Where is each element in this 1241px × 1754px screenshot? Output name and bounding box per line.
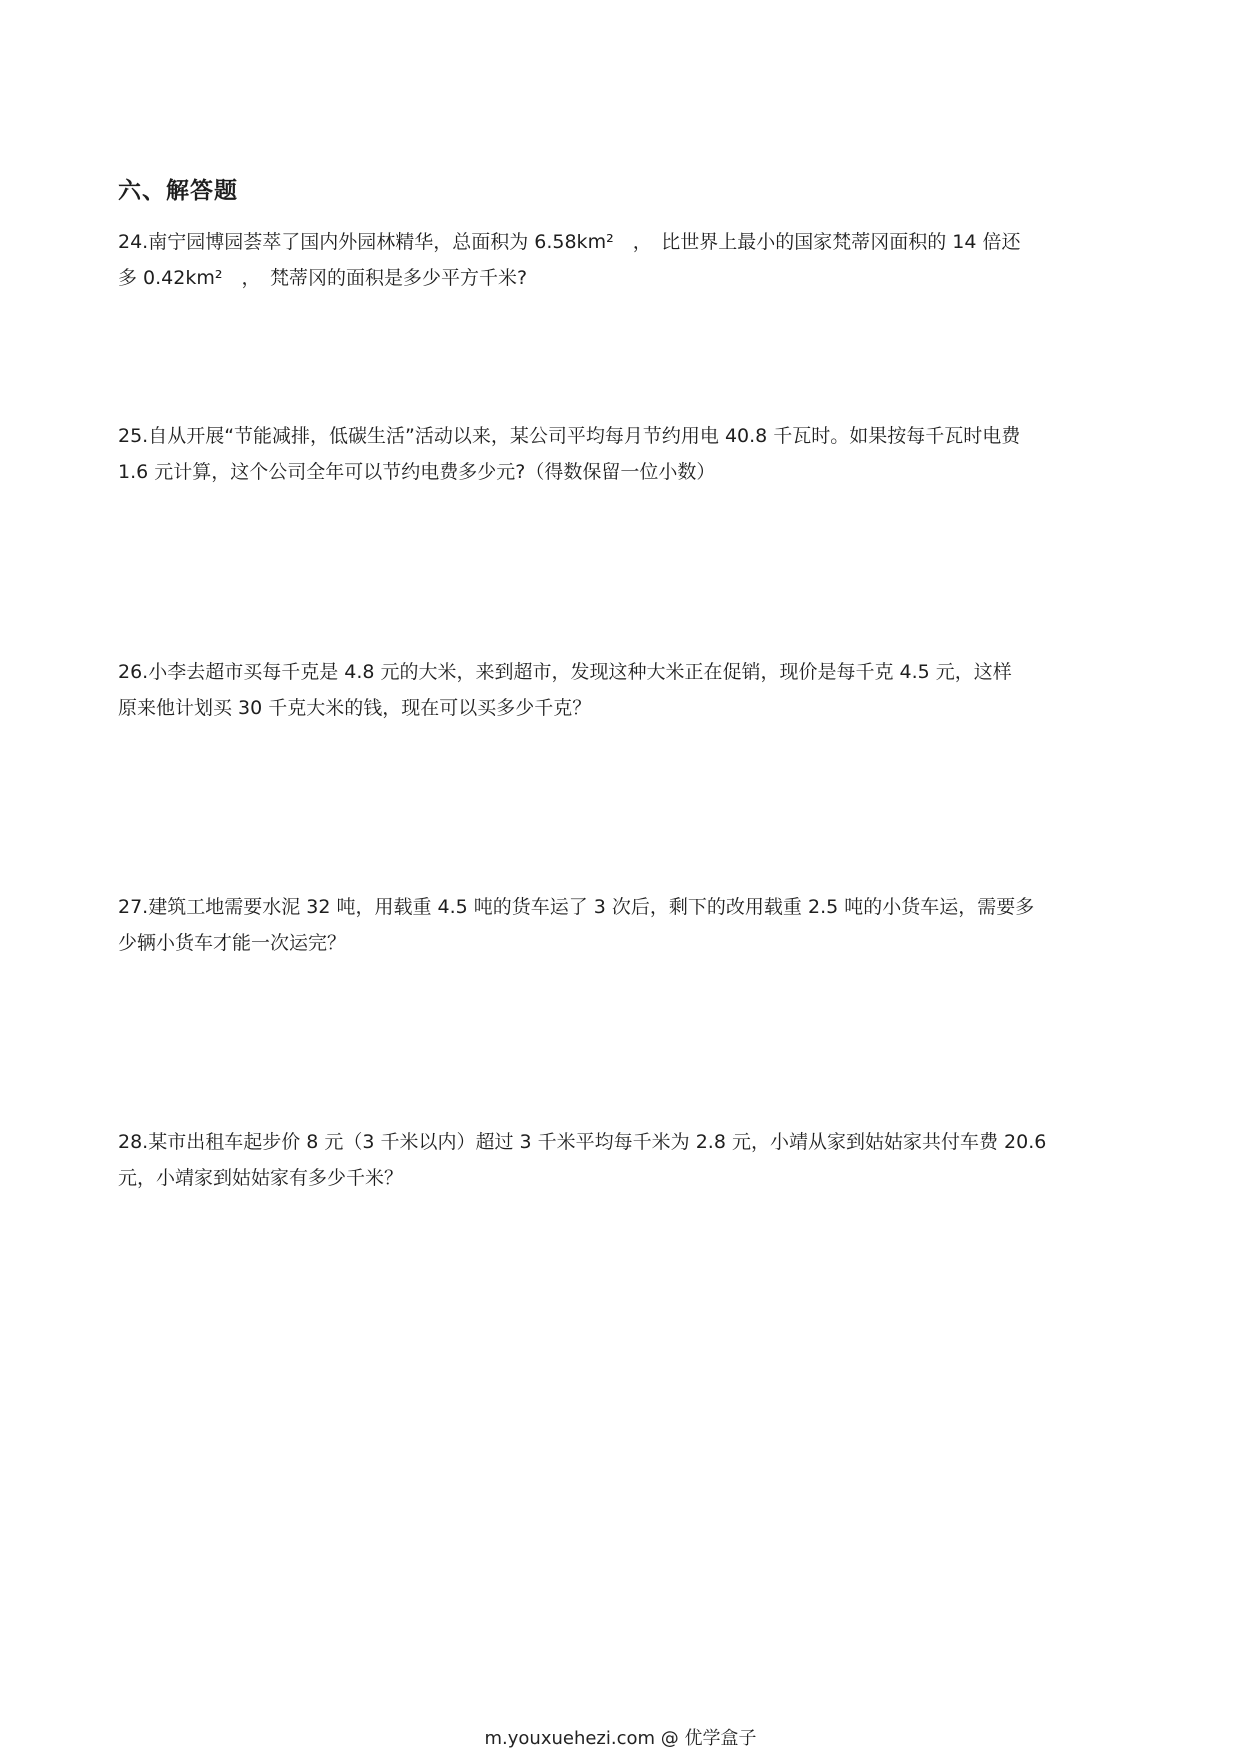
question-24 [118, 224, 1123, 296]
section-title: 六、解答题 [118, 178, 238, 204]
question-27 [118, 889, 1123, 961]
question-25 [118, 418, 1123, 490]
question-24-line-2: 多 0.42km² ， 梵蒂冈的面积是多少平方千米? [118, 267, 528, 289]
question-27-line-1: 27.建筑工地需要水泥 32 吨，用载重 4.5 吨的货车运了 3 次后，剩下的改用载重 2.5 吨的小货车运，需要多 [118, 896, 1035, 918]
question-28-line-2: 元，小靖家到姑姑家有多少千米？ [118, 1167, 404, 1189]
page-footer: m.youxuehezi.com @ 优学盒子 [484, 1728, 757, 1749]
question-28-line-1: 28.某市出租车起步价 8 元（3 千米以内）超过 3 千米平均每千米为 2.8 元，小靖从家到姑姑家共付车费 20.6 [118, 1131, 1047, 1153]
question-28 [118, 1124, 1123, 1196]
question-26-line-2: 原来他计划买 30 千克大米的钱，现在可以买多少千克？ [118, 697, 592, 719]
question-25-line-1: 25.自从开展“节能减排，低碳生活”活动以来，某公司平均每月节约用电 40.8 千瓦时。如果按每千瓦时电费 [118, 425, 1021, 447]
question-26 [118, 654, 1123, 726]
question-24-line-1: 24.南宁园博园荟萃了国内外园林精华，总面积为 6.58km² ， 比世界上最小的国家梵蒂冈面积的 14 倍还 [118, 231, 1021, 253]
question-27-line-2: 少辆小货车才能一次运完？ [118, 932, 347, 954]
question-25-line-2: 1.6 元计算，这个公司全年可以节约电费多少元?（得数保留一位小数） [118, 461, 716, 483]
question-26-line-1: 26.小李去超市买每千克是 4.8 元的大米，来到超市，发现这种大米正在促销，现价是每千克 4.5 元，这样 [118, 661, 1012, 683]
